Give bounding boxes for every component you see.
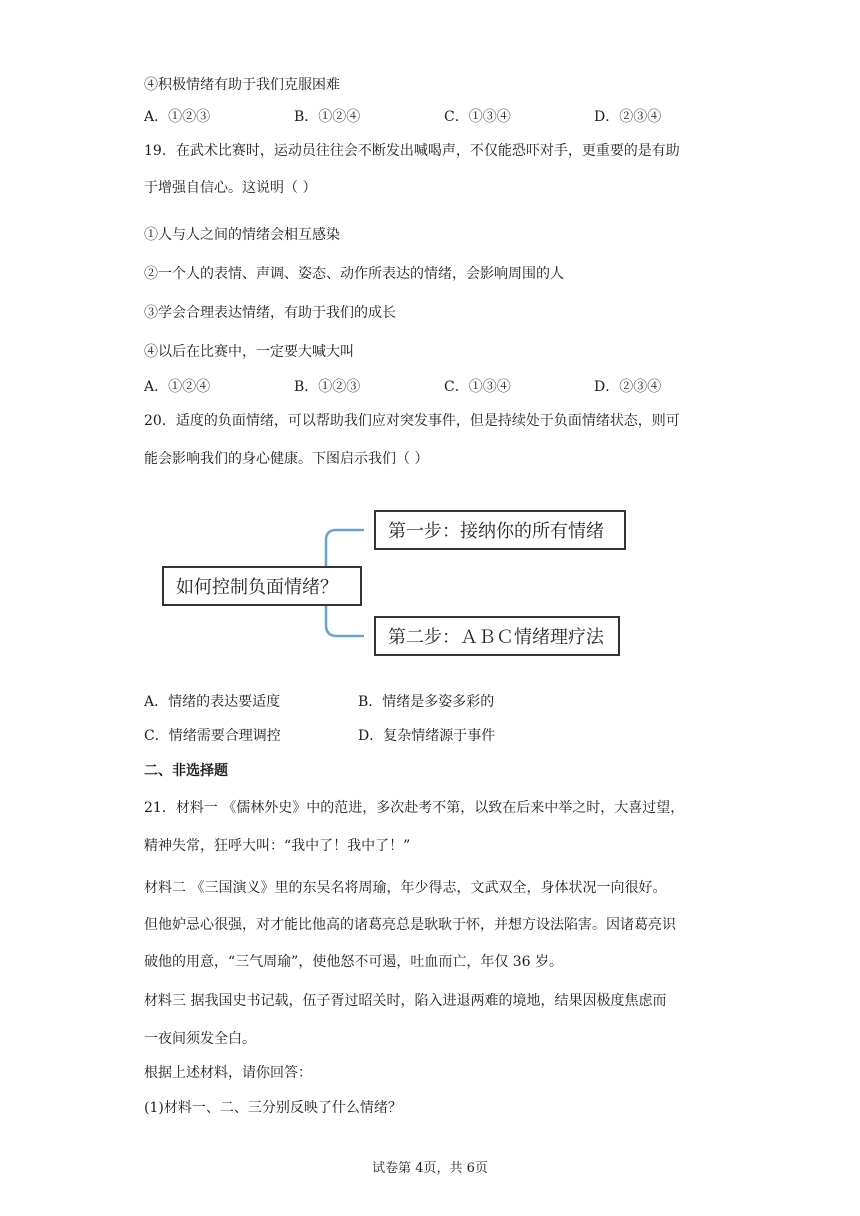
q18-option-d: D．②③④: [594, 109, 662, 125]
diagram-center-box: 如何控制负面情绪？: [162, 566, 362, 606]
diagram-step1-box: 第一步：接纳你的所有情绪: [374, 510, 626, 550]
q20-stem-line1: 20．适度的负面情绪，可以帮助我们应对突发事件，但是持续处于负面情绪状态，则可: [144, 413, 680, 429]
q21-material2-line2: 但他妒忌心很强，对才能比他高的诸葛亮总是耿耿于怀，并想方设法陷害。因诸葛亮识: [144, 917, 676, 933]
q18-option-b: B．①②④: [294, 109, 361, 125]
q19-option-d: D．②③④: [594, 379, 662, 395]
q18-item-4: ④积极情绪有助于我们克服困难: [144, 77, 340, 93]
q21-material2-line3: 破他的用意，“三气周瑜”，使他怒不可遏，吐血而亡，年仅 36 岁。: [144, 954, 564, 970]
section-title: 二、非选择题: [144, 763, 228, 779]
diagram-step2-box: 第二步：ＡＢＣ情绪理疗法: [374, 616, 620, 656]
q19-option-a: A．①②④: [144, 379, 211, 395]
q19-item-1: ①人与人之间的情绪会相互感染: [144, 227, 340, 243]
page-footer: 试卷第 4页，共 6页: [372, 1161, 488, 1176]
q18-option-c: C．①③④: [444, 109, 511, 125]
q21-material1-line1: 21．材料一 《儒林外史》中的范进，多次赴考不第，以致在后来中举之时，大喜过望，: [144, 800, 685, 816]
q20-option-c: C．情绪需要合理调控: [144, 728, 281, 744]
q21-material2-line1: 材料二 《三国演义》里的东吴名将周瑜，年少得志，文武双全，身体状况一向很好。: [144, 880, 667, 896]
q19-option-b: B．①②③: [294, 379, 361, 395]
q20-stem-line2: 能会影响我们的身心健康。下图启示我们（ ）: [144, 451, 429, 467]
q21-material1-line2: 精神失常，狂呼大叫：“我中了！我中了！”: [144, 838, 411, 854]
q19-item-2: ②一个人的表情、声调、姿态、动作所表达的情绪，会影响周围的人: [144, 266, 564, 282]
q19-item-3: ③学会合理表达情绪，有助于我们的成长: [144, 305, 396, 321]
q19-option-c: C．①③④: [444, 379, 511, 395]
q20-option-d: D．复杂情绪源于事件: [358, 728, 496, 744]
q21-prompt: 根据上述材料，请你回答：: [144, 1065, 312, 1081]
q21-material3-line2: 一夜间须发全白。: [144, 1031, 256, 1047]
q20-option-b: B．情绪是多姿多彩的: [358, 694, 495, 710]
q18-option-a: A．①②③: [144, 109, 211, 125]
q19-item-4: ④以后在比赛中，一定要大喊大叫: [144, 344, 354, 360]
q19-stem-line2: 于增强自信心。这说明（ ）: [144, 180, 317, 196]
q19-stem-line1: 19．在武术比赛时，运动员往往会不断发出喊喝声，不仅能恐吓对手，更重要的是有助: [144, 143, 680, 159]
q20-option-a: A．情绪的表达要适度: [144, 694, 281, 710]
q21-material3-line1: 材料三 据我国史书记载，伍子胥过昭关时，陷入进退两难的境地，结果因极度焦虑而: [144, 993, 667, 1009]
q21-subquestion-1: (1)材料一、二、三分别反映了什么情绪？: [144, 1100, 402, 1116]
